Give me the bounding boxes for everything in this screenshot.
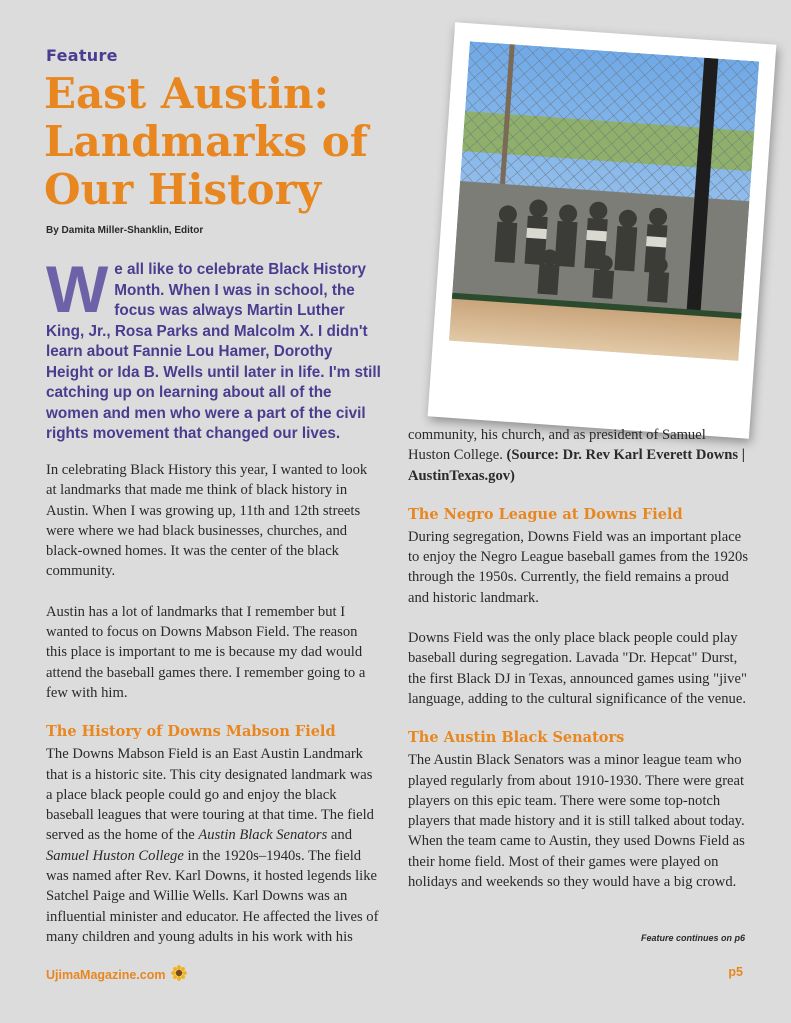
text-run: community, his church, and as president of Samuel Huston College. [408,427,706,464]
section-heading: The History of Downs Mabson Field [46,723,336,741]
sunflower-icon [171,965,187,984]
paragraph: The Austin Black Senators was a minor league team who played regularly from about 1910-1930. There were great players on this epic team. There were some top-notch players that made history and it is still talked about today. When the team came to Austin, they used Downs Field as their home field. Most of their games were played on holidays and weekends so they would have a big crowd. [408,752,745,891]
left-column [46,460,381,947]
paragraph: Downs Field was the only place black people could play baseball during segregation. Lavada "Dr. Hepcat" Durst, the first Black DJ in Texas, announced games using "jive" language, adding to the cultural significance of the venue. [408,630,747,707]
emphasis-text: Austin Black Senators [198,827,328,844]
right-column [408,425,748,912]
intro-text: e all like to celebrate Black History Month. When I was in school, the focus was always Martin Luther King, Jr., Rosa Parks and Malcolm X. I didn't learn about Fannie Lou Hamer, Dorothy Height or Ida B. Wells until later in life. I'm still catching up on learning about all of the women and men who were a part of the civil rights movement that changed our lives. [46,261,381,442]
text-run: in the 1920s–1940s. The field was named after Rev. Karl Downs, it hosted legends like Satchel Paige and Willie Wells. Karl Downs was an influential minister and educator. He affected the lives of many children and young adults in his work with his [46,847,379,945]
intro-paragraph [46,252,381,445]
emphasis-text: Samuel Huston College [46,847,184,864]
section-kicker: Feature [46,46,118,65]
byline: By Damita Miller-Shanklin, Editor [46,225,204,236]
section-heading: The Austin Black Senators [408,729,625,747]
paragraph: Austin has a lot of landmarks that I remember but I wanted to focus on Downs Mabson Field. The reason this place is important to me is because my dad would attend the baseball games there. I remember going to a few with him. [46,603,366,701]
page-title: East Austin: Landmarks of Our History [44,69,368,214]
baseball-field-photo [449,41,759,360]
website-link[interactable]: UjimaMagazine.com [46,967,166,982]
continuation-note: Feature continues on p6 [640,933,745,943]
paragraph: In celebrating Black History this year, I wanted to look at landmarks that made me think of black history in Austin. When I was growing up, 11th and 12th streets were where we had black businesses, churches, and black-owned homes. It was the center of the black community. [46,462,368,580]
drop-cap: W [46,252,109,326]
section-heading: The Negro League at Downs Field [408,505,683,523]
baseball-photo [428,22,777,438]
paragraph [46,744,381,947]
text-run: and [327,827,353,844]
paragraph: During segregation, Downs Field was an important place to enjoy the Negro League baseball games from the 1920s through the 1950s. Currently, the field remains a proud and historic landmark. [408,528,749,606]
text-run: The Downs Mabson Field is an East Austin Landmark that is a historic site. This city designated landmark was a place black people could go and enjoy the black baseball leagues that were touring at that time. The field served as the home of the [46,746,374,844]
page-number: p5 [728,965,743,979]
paragraph [408,425,748,486]
source-citation: (Source: Dr. Rev Karl Everett Downs | AustinTexas.gov) [408,447,745,484]
footer-website [46,965,187,984]
